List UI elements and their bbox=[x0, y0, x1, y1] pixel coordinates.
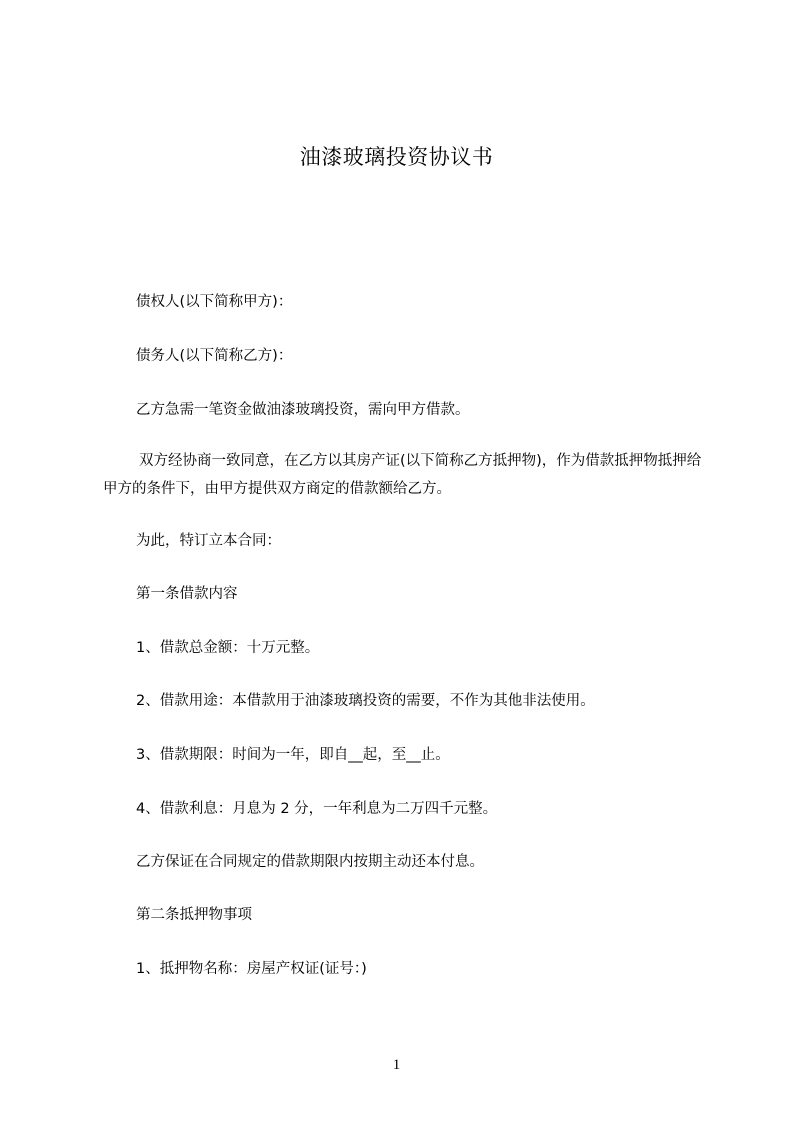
creditor-line: 债权人(以下简称甲方)： bbox=[136, 294, 293, 310]
loan-amount-item: 1、借款总金额：十万元整。 bbox=[136, 640, 320, 656]
page-number: 1 bbox=[392, 1057, 401, 1073]
loan-term-item: 3、借款期限：时间为一年，即自__起，至__止。 bbox=[136, 747, 450, 763]
repayment-line: 乙方保证在合同规定的借款期限内按期主动还本付息。 bbox=[136, 854, 484, 870]
agreement-paragraph: 双方经协商一致同意，在乙方以其房产证(以下简称乙方抵押物)，作为借款抵押物抵押给甲方的条件下，由甲方提供双方商定的借款额给乙方。 bbox=[103, 453, 702, 497]
article-1-heading: 第一条借款内容 bbox=[136, 586, 238, 602]
purpose-paragraph: 乙方急需一笔资金做油漆玻璃投资，需向甲方借款。 bbox=[136, 402, 470, 418]
debtor-line: 债务人(以下简称乙方)： bbox=[136, 348, 293, 364]
therefore-line: 为此，特订立本合同： bbox=[136, 533, 281, 549]
document-title: 油漆玻璃投资协议书 bbox=[299, 145, 494, 169]
loan-purpose-item: 2、借款用途：本借款用于油漆玻璃投资的需要，不作为其他非法使用。 bbox=[136, 693, 595, 709]
article-2-heading: 第二条抵押物事项 bbox=[136, 907, 252, 923]
collateral-name-item: 1、抵押物名称：房屋产权证(证号：) bbox=[136, 961, 367, 977]
loan-interest-item: 4、借款利息：月息为 2 分，一年利息为二万四千元整。 bbox=[136, 801, 498, 817]
